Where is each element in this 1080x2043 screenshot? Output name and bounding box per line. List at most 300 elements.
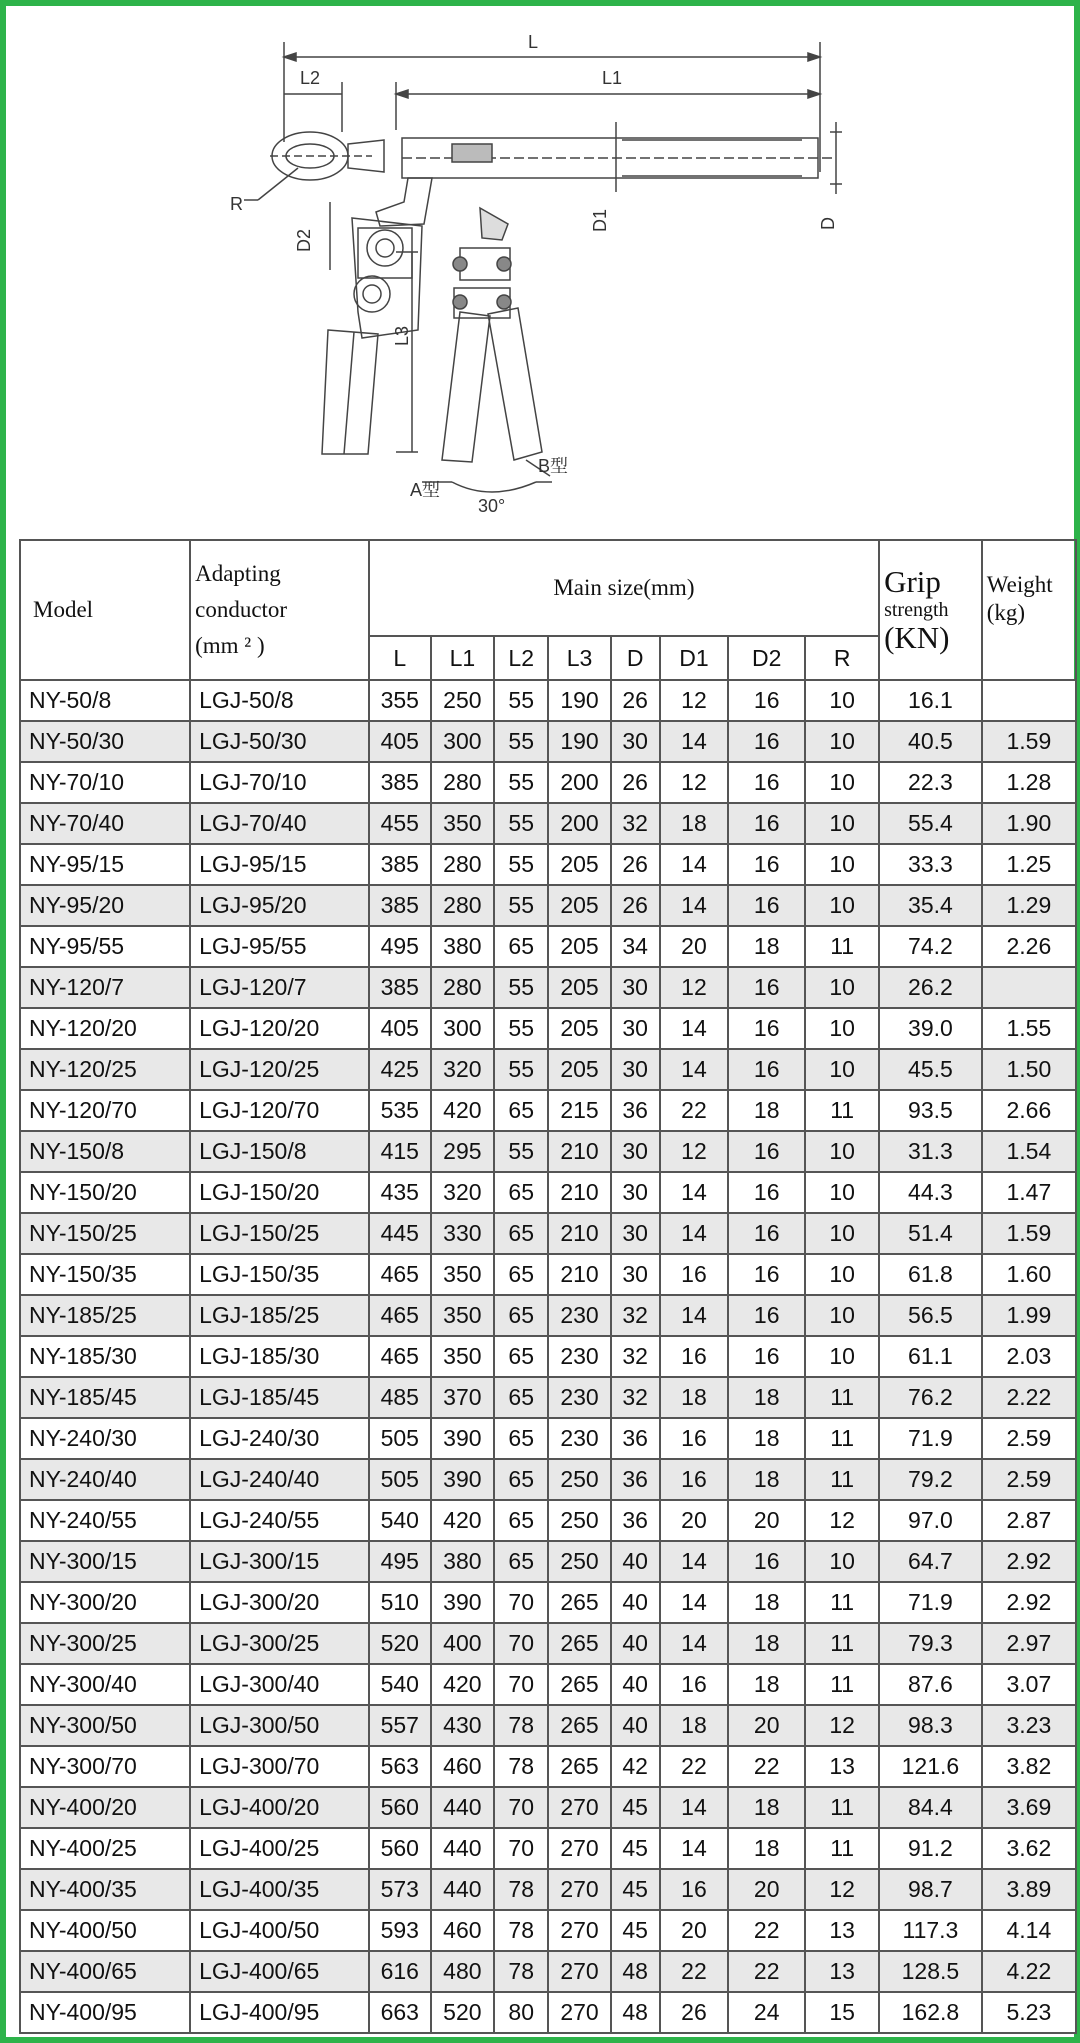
header-grip-unit: (KN) [884,620,950,655]
subheader-D: D [611,636,660,680]
cell-weight: 2.59 [982,1459,1076,1500]
cell-D: 26 [611,844,660,885]
cell-grip-strength: 16.1 [879,680,982,721]
cell-L: 616 [369,1951,431,1992]
cell-D2: 18 [728,1090,805,1131]
cell-D1: 14 [660,1623,728,1664]
cell-weight: 2.22 [982,1377,1076,1418]
table-row [20,1664,1076,1705]
cell-model: NY-400/35 [20,1869,190,1910]
cell-L3: 190 [548,721,610,762]
cell-D2: 18 [728,1664,805,1705]
cell-R: 10 [805,885,879,926]
cell-conductor: LGJ-240/30 [190,1418,369,1459]
cell-weight: 1.59 [982,721,1076,762]
cell-L2: 65 [494,1172,549,1213]
table-row [20,844,1076,885]
cell-L1: 250 [431,680,494,721]
cell-L: 385 [369,967,431,1008]
table-row [20,1172,1076,1213]
cell-model: NY-95/55 [20,926,190,967]
cell-D: 30 [611,1172,660,1213]
cell-D: 30 [611,967,660,1008]
table-row [20,1336,1076,1377]
cell-R: 10 [805,762,879,803]
cell-model: NY-185/45 [20,1377,190,1418]
cell-L3: 205 [548,1049,610,1090]
cell-D2: 22 [728,1951,805,1992]
subheader-L: L [369,636,431,680]
cell-L3: 230 [548,1295,610,1336]
header-adapting-text: Adapting conductor [195,561,288,622]
table-row [20,762,1076,803]
table-row [20,803,1076,844]
cell-D1: 12 [660,762,728,803]
cell-L2: 70 [494,1828,549,1869]
cell-L2: 78 [494,1910,549,1951]
header-grip-strength [879,540,982,680]
cell-conductor: LGJ-95/55 [190,926,369,967]
table-row [20,1295,1076,1336]
cell-grip-strength: 31.3 [879,1131,982,1172]
cell-L: 535 [369,1090,431,1131]
cell-R: 11 [805,1664,879,1705]
cell-D2: 16 [728,1172,805,1213]
cell-conductor: LGJ-50/8 [190,680,369,721]
cell-L1: 300 [431,1008,494,1049]
cell-D2: 18 [728,926,805,967]
cell-grip-strength: 40.5 [879,721,982,762]
label-D1: D1 [590,208,610,232]
cell-R: 13 [805,1910,879,1951]
cell-L: 540 [369,1500,431,1541]
cell-L1: 370 [431,1377,494,1418]
cell-grip-strength: 22.3 [879,762,982,803]
cell-D: 32 [611,1377,660,1418]
subheader-L3: L3 [548,636,610,680]
cell-L: 505 [369,1418,431,1459]
cell-conductor: LGJ-400/25 [190,1828,369,1869]
clamp-drawing-svg [12,12,1080,539]
cell-weight: 2.03 [982,1336,1076,1377]
cell-L3: 265 [548,1705,610,1746]
table-row [20,1828,1076,1869]
table-row [20,926,1076,967]
cell-L: 560 [369,1787,431,1828]
cell-grip-strength: 61.8 [879,1254,982,1295]
cell-L2: 70 [494,1787,549,1828]
cell-L2: 55 [494,1131,549,1172]
cell-L: 465 [369,1295,431,1336]
conductor-b-1 [442,312,490,462]
header-weight-word: Weight [986,572,1053,597]
cell-L3: 270 [548,1869,610,1910]
cell-L2: 65 [494,1377,549,1418]
cell-D1: 14 [660,1213,728,1254]
cell-L1: 390 [431,1459,494,1500]
cell-model: NY-120/70 [20,1090,190,1131]
cell-D1: 12 [660,967,728,1008]
cell-L3: 205 [548,926,610,967]
cell-L: 540 [369,1664,431,1705]
cell-D: 30 [611,1131,660,1172]
cell-model: NY-400/65 [20,1951,190,1992]
cell-model: NY-400/25 [20,1828,190,1869]
cell-weight: 1.55 [982,1008,1076,1049]
cell-D2: 16 [728,844,805,885]
cell-R: 10 [805,1541,879,1582]
cell-D1: 20 [660,926,728,967]
table-row [20,885,1076,926]
cell-L3: 250 [548,1459,610,1500]
cell-D1: 16 [660,1869,728,1910]
cell-model: NY-150/20 [20,1172,190,1213]
cell-L2: 55 [494,885,549,926]
cell-D1: 20 [660,1500,728,1541]
cell-conductor: LGJ-300/50 [190,1705,369,1746]
cell-R: 10 [805,1049,879,1090]
subheader-D2: D2 [728,636,805,680]
table-row [20,967,1076,1008]
cell-grip-strength: 39.0 [879,1008,982,1049]
cell-L1: 300 [431,721,494,762]
cell-D: 45 [611,1869,660,1910]
cell-grip-strength: 61.1 [879,1336,982,1377]
table-row [20,721,1076,762]
cell-L: 385 [369,844,431,885]
cell-L: 560 [369,1828,431,1869]
cell-R: 12 [805,1705,879,1746]
cell-L: 557 [369,1705,431,1746]
cell-grip-strength: 98.3 [879,1705,982,1746]
cell-R: 11 [805,926,879,967]
cell-L1: 480 [431,1951,494,1992]
cell-D2: 16 [728,1254,805,1295]
cell-R: 11 [805,1787,879,1828]
table-row [20,1910,1076,1951]
cell-L1: 280 [431,762,494,803]
cell-L1: 320 [431,1172,494,1213]
cell-L2: 65 [494,1295,549,1336]
cell-D1: 12 [660,680,728,721]
cell-model: NY-70/10 [20,762,190,803]
cell-D2: 20 [728,1869,805,1910]
cell-grip-strength: 79.3 [879,1623,982,1664]
cell-grip-strength: 121.6 [879,1746,982,1787]
cell-L1: 460 [431,1910,494,1951]
cell-L2: 65 [494,926,549,967]
cell-L: 485 [369,1377,431,1418]
cell-L1: 400 [431,1623,494,1664]
cell-model: NY-50/30 [20,721,190,762]
cell-D: 40 [611,1623,660,1664]
cell-L: 425 [369,1049,431,1090]
cell-D1: 14 [660,885,728,926]
cell-model: NY-95/15 [20,844,190,885]
cell-L1: 440 [431,1869,494,1910]
cell-L2: 80 [494,1992,549,2033]
cell-L3: 210 [548,1213,610,1254]
cell-model: NY-300/20 [20,1582,190,1623]
cell-D: 30 [611,1213,660,1254]
cell-R: 11 [805,1377,879,1418]
cell-conductor: LGJ-150/20 [190,1172,369,1213]
cell-D1: 14 [660,1172,728,1213]
cell-model: NY-120/25 [20,1049,190,1090]
cell-D1: 14 [660,844,728,885]
cell-model: NY-150/25 [20,1213,190,1254]
cell-D2: 18 [728,1582,805,1623]
cell-grip-strength: 35.4 [879,885,982,926]
cell-conductor: LGJ-70/10 [190,762,369,803]
cell-R: 10 [805,721,879,762]
cell-D1: 18 [660,1377,728,1418]
cell-D: 34 [611,926,660,967]
cell-L2: 65 [494,1336,549,1377]
conductor-a [322,330,378,454]
cell-D1: 18 [660,803,728,844]
cell-weight: 3.89 [982,1869,1076,1910]
cell-L1: 280 [431,885,494,926]
cell-R: 11 [805,1459,879,1500]
cell-R: 10 [805,680,879,721]
cell-conductor: LGJ-400/20 [190,1787,369,1828]
label-type-b: B型 [538,456,569,476]
technical-drawing [12,12,1080,539]
cell-weight: 1.99 [982,1295,1076,1336]
cell-conductor: LGJ-120/20 [190,1008,369,1049]
cell-L3: 250 [548,1500,610,1541]
cell-L2: 55 [494,967,549,1008]
cell-D2: 18 [728,1623,805,1664]
header-grip-word: Grip [884,563,941,599]
cell-conductor: LGJ-120/70 [190,1090,369,1131]
cell-weight: 2.66 [982,1090,1076,1131]
cell-L1: 350 [431,803,494,844]
cell-D2: 16 [728,967,805,1008]
cell-D: 26 [611,885,660,926]
cell-D2: 22 [728,1746,805,1787]
cell-D1: 16 [660,1459,728,1500]
cell-conductor: LGJ-240/55 [190,1500,369,1541]
cell-L1: 350 [431,1254,494,1295]
cell-L2: 78 [494,1951,549,1992]
cell-weight: 1.50 [982,1049,1076,1090]
cell-R: 11 [805,1418,879,1459]
cell-L1: 440 [431,1828,494,1869]
cell-L2: 65 [494,1541,549,1582]
table-row [20,1582,1076,1623]
cell-model: NY-400/50 [20,1910,190,1951]
cell-D: 36 [611,1418,660,1459]
cell-conductor: LGJ-95/15 [190,844,369,885]
cell-grip-strength: 64.7 [879,1541,982,1582]
cell-D2: 16 [728,803,805,844]
cell-D2: 16 [728,721,805,762]
cell-grip-strength: 56.5 [879,1295,982,1336]
cell-grip-strength: 33.3 [879,844,982,885]
cell-L3: 200 [548,762,610,803]
cell-L: 520 [369,1623,431,1664]
label-angle: 30° [478,496,506,516]
cell-L2: 70 [494,1664,549,1705]
cell-D1: 14 [660,1828,728,1869]
table-row [20,1705,1076,1746]
cell-D: 40 [611,1664,660,1705]
cell-conductor: LGJ-70/40 [190,803,369,844]
table-row [20,1951,1076,1992]
cell-L3: 210 [548,1254,610,1295]
cell-D2: 16 [728,680,805,721]
cell-L3: 250 [548,1541,610,1582]
cell-grip-strength: 128.5 [879,1951,982,1992]
cell-D2: 24 [728,1992,805,2033]
header-strength-word: strength [884,599,949,621]
cell-conductor: LGJ-300/20 [190,1582,369,1623]
cell-L3: 230 [548,1377,610,1418]
cell-L1: 350 [431,1295,494,1336]
cell-D: 48 [611,1951,660,1992]
cell-model: NY-300/70 [20,1746,190,1787]
cell-D1: 22 [660,1746,728,1787]
cell-conductor: LGJ-150/25 [190,1213,369,1254]
cell-L: 510 [369,1582,431,1623]
cell-L1: 420 [431,1090,494,1131]
cell-model: NY-120/20 [20,1008,190,1049]
cell-conductor: LGJ-50/30 [190,721,369,762]
cell-L: 495 [369,926,431,967]
cell-conductor: LGJ-400/50 [190,1910,369,1951]
header-model: Model [20,540,190,680]
cell-conductor: LGJ-150/8 [190,1131,369,1172]
cell-R: 12 [805,1869,879,1910]
cell-L2: 70 [494,1582,549,1623]
subheader-R: R [805,636,879,680]
cell-L2: 65 [494,1254,549,1295]
cell-model: NY-240/55 [20,1500,190,1541]
label-type-a: A型 [410,480,441,500]
table-row [20,1623,1076,1664]
cell-L2: 65 [494,1418,549,1459]
cell-model: NY-240/30 [20,1418,190,1459]
cell-weight: 1.54 [982,1131,1076,1172]
cell-grip-strength: 87.6 [879,1664,982,1705]
cell-L1: 460 [431,1746,494,1787]
cell-weight: 1.25 [982,844,1076,885]
cell-L2: 55 [494,803,549,844]
cell-grip-strength: 51.4 [879,1213,982,1254]
cell-grip-strength: 55.4 [879,803,982,844]
cell-weight: 2.92 [982,1541,1076,1582]
cell-grip-strength: 45.5 [879,1049,982,1090]
cell-model: NY-50/8 [20,680,190,721]
cell-model: NY-300/15 [20,1541,190,1582]
cell-D1: 14 [660,1295,728,1336]
cell-D2: 18 [728,1418,805,1459]
cell-weight: 3.82 [982,1746,1076,1787]
cell-D1: 16 [660,1418,728,1459]
cell-D: 30 [611,1008,660,1049]
cell-L: 573 [369,1869,431,1910]
table-row [20,1131,1076,1172]
cell-grip-strength: 162.8 [879,1992,982,2033]
cell-D2: 20 [728,1500,805,1541]
cell-D1: 12 [660,1131,728,1172]
cell-D2: 16 [728,1295,805,1336]
cell-R: 10 [805,967,879,1008]
cell-R: 11 [805,1828,879,1869]
cell-R: 10 [805,1172,879,1213]
cell-conductor: LGJ-185/30 [190,1336,369,1377]
cell-D: 30 [611,721,660,762]
cell-R: 15 [805,1992,879,2033]
cell-weight: 1.90 [982,803,1076,844]
cell-D1: 26 [660,1992,728,2033]
cell-D2: 16 [728,1008,805,1049]
cell-L3: 210 [548,1172,610,1213]
header-weight-unit: (kg) [986,599,1026,625]
cell-conductor: LGJ-300/25 [190,1623,369,1664]
cell-model: NY-300/25 [20,1623,190,1664]
label-D: D [818,217,838,230]
table-row [20,1787,1076,1828]
cell-conductor: LGJ-95/20 [190,885,369,926]
table-row [20,1500,1076,1541]
cell-D: 30 [611,1049,660,1090]
cell-weight: 3.69 [982,1787,1076,1828]
cell-R: 10 [805,1008,879,1049]
cell-D: 30 [611,1254,660,1295]
cell-conductor: LGJ-120/25 [190,1049,369,1090]
cell-L1: 295 [431,1131,494,1172]
cell-grip-strength: 76.2 [879,1377,982,1418]
cell-model: NY-185/30 [20,1336,190,1377]
cell-L2: 55 [494,721,549,762]
cell-model: NY-300/50 [20,1705,190,1746]
header-main-size: Main size(mm) [369,540,879,636]
cell-R: 13 [805,1746,879,1787]
cell-model: NY-70/40 [20,803,190,844]
cell-L2: 65 [494,1500,549,1541]
cell-R: 10 [805,1336,879,1377]
cell-D2: 18 [728,1459,805,1500]
cell-grip-strength: 74.2 [879,926,982,967]
cell-D2: 16 [728,1336,805,1377]
cell-conductor: LGJ-300/15 [190,1541,369,1582]
cell-D: 40 [611,1705,660,1746]
cell-model: NY-400/20 [20,1787,190,1828]
cell-D: 26 [611,680,660,721]
cell-R: 11 [805,1582,879,1623]
cell-L: 495 [369,1541,431,1582]
cell-L1: 390 [431,1418,494,1459]
cell-R: 10 [805,1213,879,1254]
cell-model: NY-150/35 [20,1254,190,1295]
cell-D: 48 [611,1992,660,2033]
cell-D1: 14 [660,1049,728,1090]
cell-L: 405 [369,721,431,762]
label-R: R [230,194,243,214]
cell-R: 10 [805,1295,879,1336]
cell-D2: 16 [728,762,805,803]
cell-L: 465 [369,1254,431,1295]
cell-L3: 230 [548,1418,610,1459]
cell-L: 455 [369,803,431,844]
cell-grip-strength: 84.4 [879,1787,982,1828]
cell-conductor: LGJ-150/35 [190,1254,369,1295]
cell-weight: 2.26 [982,926,1076,967]
table-row [20,1418,1076,1459]
